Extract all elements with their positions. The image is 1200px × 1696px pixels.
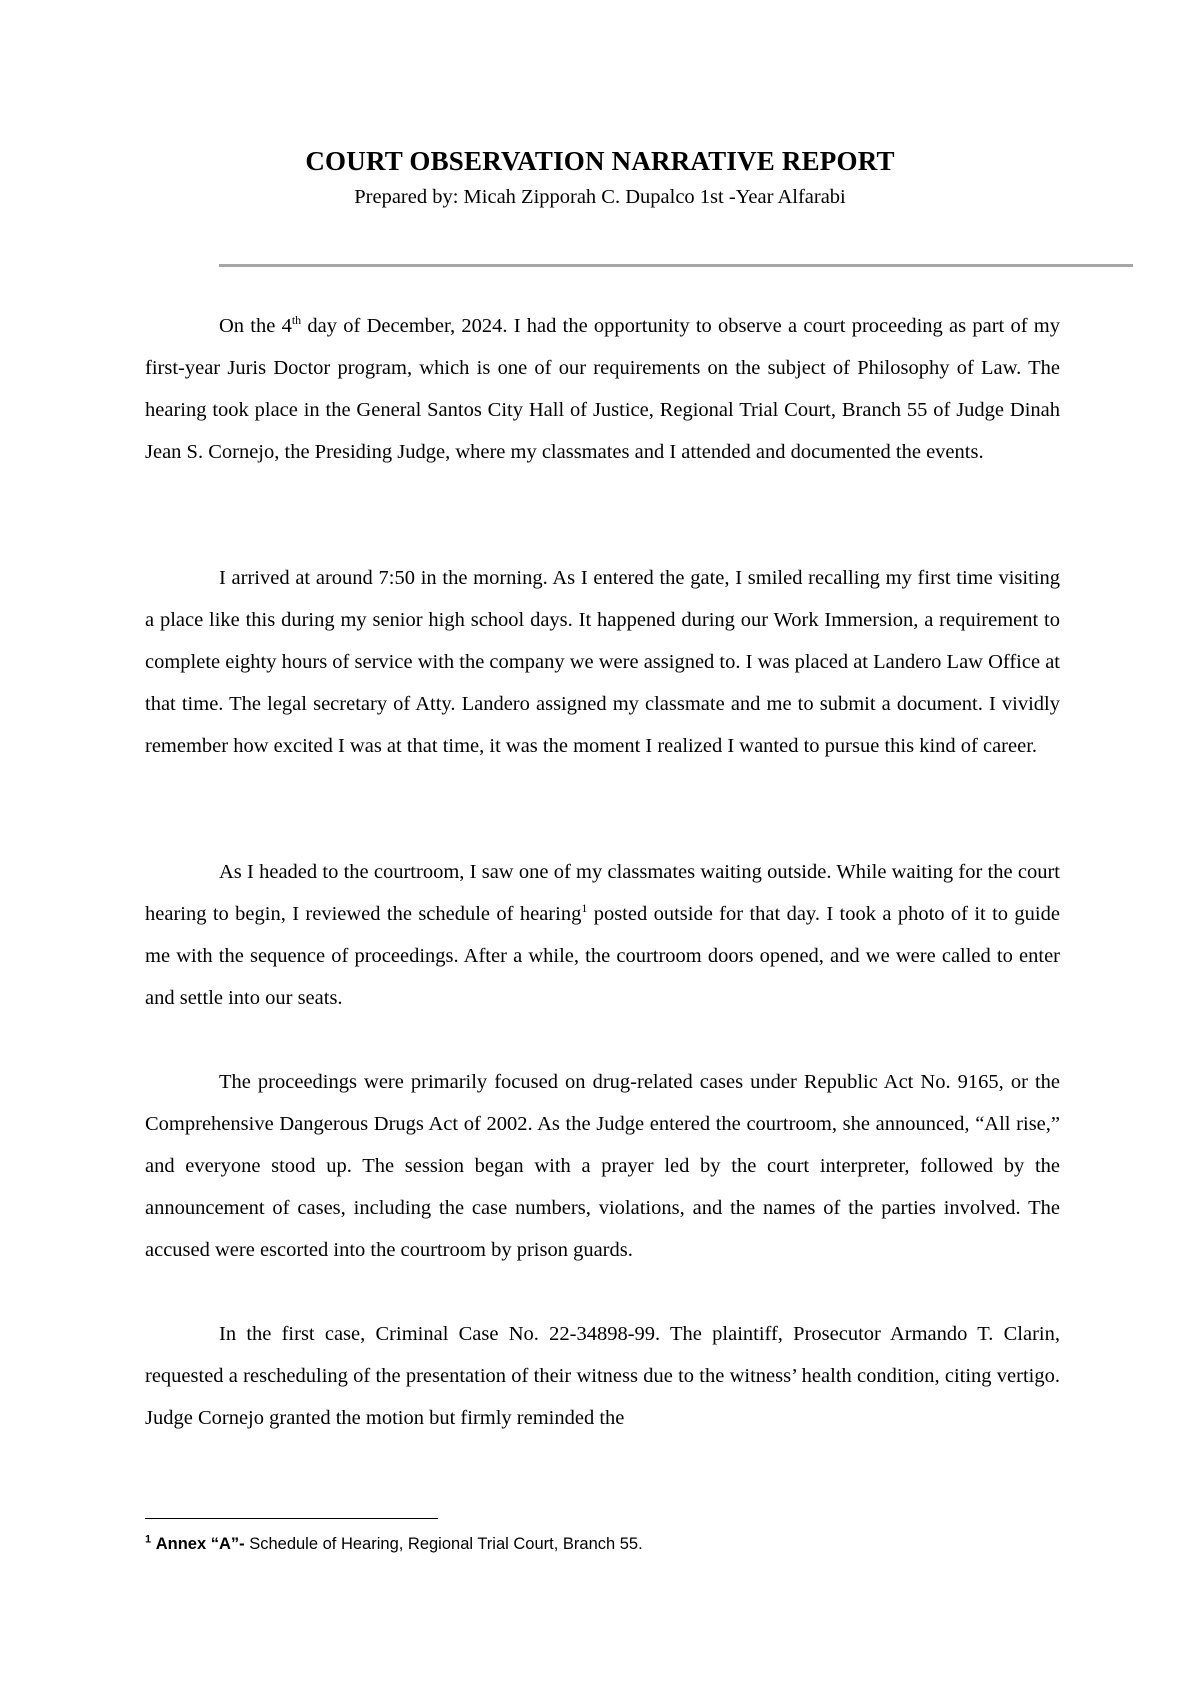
paragraph-5 xyxy=(145,1313,1060,1439)
paragraph-4 xyxy=(145,1061,1060,1271)
paragraph-3 xyxy=(145,851,1060,1019)
paragraph-3-rest: posted outside for that day. I took a photo of it to guide me with the sequence of proceedings. After a while, the courtroom doors opened, and we were called to enter and settle into our seats. xyxy=(145,903,1060,1009)
paragraph-3-start: As I headed to the courtroom, I saw one of my classmates waiting outside. While waiting for the court hearing to begin, I reviewed the schedule of hearing xyxy=(145,861,1060,925)
ordinal-superscript: th xyxy=(291,313,302,328)
prepared-by-line: Prepared by: Micah Zipporah C. Dupalco 1st -Year Alfarabi xyxy=(354,186,846,208)
footnote-reference[interactable]: 1 xyxy=(581,901,588,916)
report-title: COURT OBSERVATION NARRATIVE REPORT xyxy=(305,146,895,176)
header-divider xyxy=(219,264,1133,267)
paragraph-1-rest: day of December, 2024. I had the opportunity to observe a court proceeding as part of my first-year Juris Doctor program, which is one of our requirements on the subject of Philosophy of Law. The hearing took place in the General Santos City Hall of Justice, Regional Trial Court, Branch 55 of Judge Dinah Jean S. Cornejo, the Presiding Judge, where my classmates and I attended and documented the events. xyxy=(145,315,1060,463)
footnote xyxy=(145,1535,1060,1554)
paragraph-4-text: The proceedings were primarily focused on drug-related cases under Republic Act No. 9165, or the Comprehensive Dangerous Drugs Act of 2002. As the Judge entered the courtroom, she announced, “All rise,” and everyone stood up. The session began with a prayer led by the court interpreter, followed by the announcement of cases, including the case numbers, violations, and the names of the parties involved. The accused were escorted into the courtroom by prison guards. xyxy=(145,1071,1060,1261)
paragraph-5-text: In the first case, Criminal Case No. 22-34898-99. The plaintiff, Prosecutor Armando T. Clarin, requested a rescheduling of the presentation of their witness due to the witness’ health condition, citing vertigo. Judge Cornejo granted the motion but firmly reminded the xyxy=(145,1323,1060,1429)
footnote-separator xyxy=(145,1518,438,1519)
footnote-annex-label: Annex “A”- xyxy=(155,1535,245,1553)
paragraph-1-start: On the 4 xyxy=(219,315,292,337)
footnote-text: Schedule of Hearing, Regional Trial Court, Branch 55. xyxy=(244,1535,643,1553)
paragraph-2 xyxy=(145,557,1060,767)
paragraph-2-text: I arrived at around 7:50 in the morning. As I entered the gate, I smiled recalling my first time visiting a place like this during my senior high school days. It happened during our Work Immersion, a requirement to complete eighty hours of service with the company we were assigned to. I was placed at Landero Law Office at that time. The legal secretary of Atty. Landero assigned my classmate and me to submit a document. I vividly remember how excited I was at that time, it was the moment I realized I wanted to pursue this kind of career. xyxy=(145,567,1060,757)
paragraph-1 xyxy=(145,305,1060,473)
footnote-mark: 1 xyxy=(145,1533,152,1546)
